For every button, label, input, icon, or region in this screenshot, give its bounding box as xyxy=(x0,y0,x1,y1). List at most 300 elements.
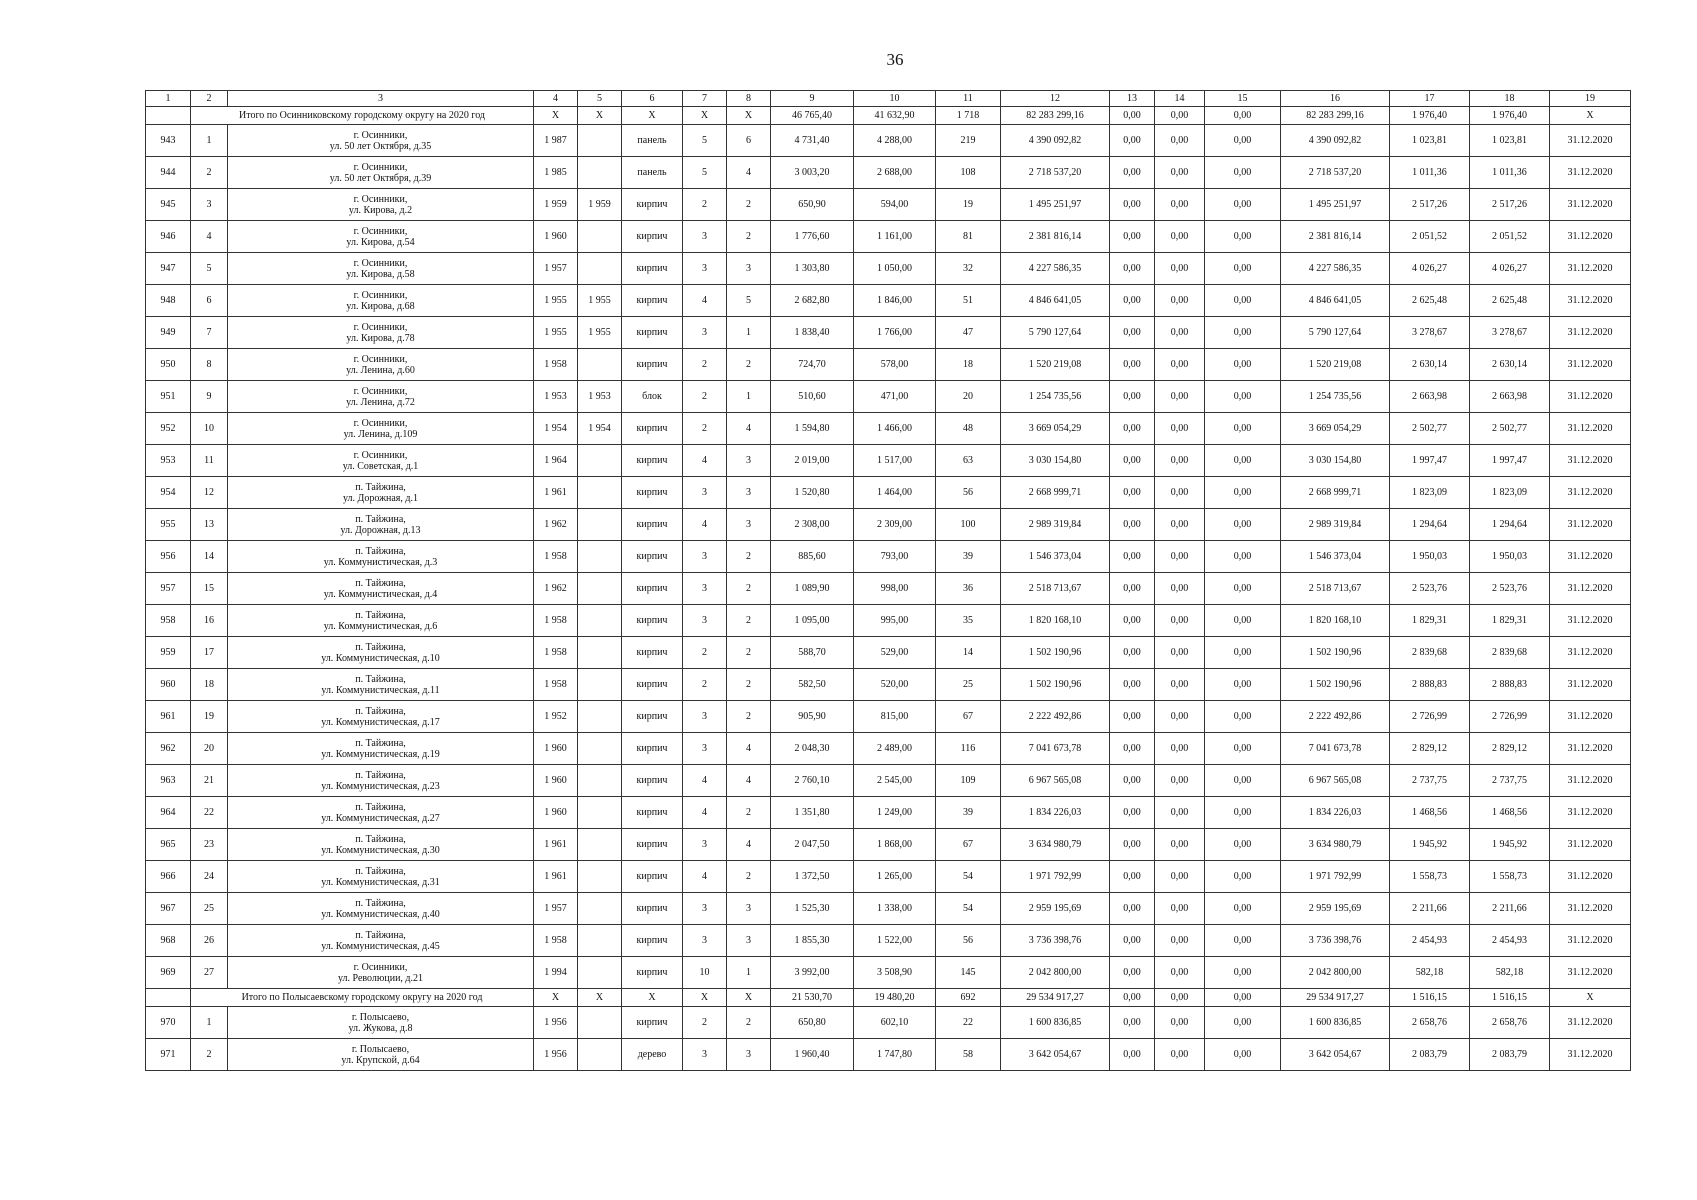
table-cell: 1 957 xyxy=(534,253,578,285)
table-cell xyxy=(578,893,622,925)
table-cell: 2 xyxy=(683,349,727,381)
table-row xyxy=(146,541,1631,573)
table-cell: 3 xyxy=(683,701,727,733)
row-number-cell: 959 xyxy=(146,637,191,669)
table-cell: 7 041 673,78 xyxy=(1001,733,1110,765)
table-cell: 2 489,00 xyxy=(854,733,936,765)
table-cell: 2 829,12 xyxy=(1470,733,1550,765)
table-cell: 1 950,03 xyxy=(1470,541,1550,573)
table-cell: 650,90 xyxy=(771,189,854,221)
table-cell: 0,00 xyxy=(1205,573,1281,605)
table-cell: 1 964 xyxy=(534,445,578,477)
table-cell: 31.12.2020 xyxy=(1550,893,1631,925)
table-cell: 1 950,03 xyxy=(1390,541,1470,573)
table-cell: X xyxy=(622,107,683,125)
table-cell: 998,00 xyxy=(854,573,936,605)
row-index-cell: 2 xyxy=(191,1039,228,1071)
table-cell: 1 976,40 xyxy=(1390,107,1470,125)
row-number-cell: 949 xyxy=(146,317,191,349)
column-number-header: 12 xyxy=(1001,91,1110,107)
table-cell: 82 283 299,16 xyxy=(1001,107,1110,125)
row-index-cell: 19 xyxy=(191,701,228,733)
table-cell: 2 625,48 xyxy=(1470,285,1550,317)
table-cell: кирпич xyxy=(622,349,683,381)
table-cell: 2 959 195,69 xyxy=(1281,893,1390,925)
table-row xyxy=(146,605,1631,637)
table-cell: 1 011,36 xyxy=(1470,157,1550,189)
table-cell: 588,70 xyxy=(771,637,854,669)
address-street: ул. Дорожная, д.13 xyxy=(340,524,421,536)
table-cell: 2 xyxy=(727,221,771,253)
row-index-cell: 20 xyxy=(191,733,228,765)
table-cell: 31.12.2020 xyxy=(1550,253,1631,285)
table-cell: 2 726,99 xyxy=(1470,701,1550,733)
table-cell: 31.12.2020 xyxy=(1550,1007,1631,1039)
address-locality: г. Осинники, xyxy=(353,193,408,205)
table-cell: 31.12.2020 xyxy=(1550,541,1631,573)
table-cell: 2 083,79 xyxy=(1470,1039,1550,1071)
address-locality: г. Осинники, xyxy=(353,257,408,269)
table-cell: 0,00 xyxy=(1205,509,1281,541)
table-cell: 1 994 xyxy=(534,957,578,989)
address-cell xyxy=(228,893,534,925)
address-locality: г. Осинники, xyxy=(353,353,408,365)
address-street: ул. 50 лет Октября, д.35 xyxy=(329,140,432,152)
table-cell: 0,00 xyxy=(1205,477,1281,509)
table-cell: 0,00 xyxy=(1110,1039,1155,1071)
table-cell: 0,00 xyxy=(1110,285,1155,317)
row-index-cell: 16 xyxy=(191,605,228,637)
table-cell: 31.12.2020 xyxy=(1550,733,1631,765)
table-cell: 2 829,12 xyxy=(1390,733,1470,765)
address-street: ул. Коммунистическая, д.19 xyxy=(321,748,440,760)
table-row xyxy=(146,669,1631,701)
table-cell: 1 265,00 xyxy=(854,861,936,893)
table-cell: 2 658,76 xyxy=(1470,1007,1550,1039)
column-number-header: 15 xyxy=(1205,91,1281,107)
table-cell: 31.12.2020 xyxy=(1550,1039,1631,1071)
table-cell: 67 xyxy=(936,829,1001,861)
address-locality: г. Осинники, xyxy=(353,225,408,237)
table-cell: 25 xyxy=(936,669,1001,701)
table-cell: 0,00 xyxy=(1155,317,1205,349)
table-cell: 3 030 154,80 xyxy=(1281,445,1390,477)
address-cell xyxy=(228,349,534,381)
table-cell: 0,00 xyxy=(1110,477,1155,509)
row-number-cell: 957 xyxy=(146,573,191,605)
table-cell: 4 xyxy=(683,765,727,797)
row-number-cell: 946 xyxy=(146,221,191,253)
table-cell: 1 962 xyxy=(534,573,578,605)
table-cell: 1 976,40 xyxy=(1470,107,1550,125)
total-row-number-cell xyxy=(146,107,191,125)
table-cell: 0,00 xyxy=(1110,957,1155,989)
table-cell: 63 xyxy=(936,445,1001,477)
table-cell: 2 211,66 xyxy=(1470,893,1550,925)
table-cell: 0,00 xyxy=(1110,509,1155,541)
table-cell: 0,00 xyxy=(1110,925,1155,957)
table-row xyxy=(146,125,1631,157)
table-cell: 0,00 xyxy=(1110,253,1155,285)
address-street: ул. Кирова, д.54 xyxy=(346,236,415,248)
table-cell: 1 961 xyxy=(534,477,578,509)
table-cell: 1 997,47 xyxy=(1470,445,1550,477)
table-cell: 0,00 xyxy=(1110,989,1155,1007)
address-street: ул. Коммунистическая, д.6 xyxy=(323,620,438,632)
table-cell: 1 xyxy=(727,957,771,989)
table-cell: 2 xyxy=(727,701,771,733)
table-cell: 1 502 190,96 xyxy=(1281,669,1390,701)
table-cell: X xyxy=(683,107,727,125)
table-cell: 1 502 190,96 xyxy=(1281,637,1390,669)
row-index-cell: 1 xyxy=(191,125,228,157)
table-cell: 39 xyxy=(936,541,1001,573)
address-street: ул. Ленина, д.72 xyxy=(346,396,415,408)
table-cell: 2 737,75 xyxy=(1390,765,1470,797)
table-cell: 2 042 800,00 xyxy=(1281,957,1390,989)
table-cell: 1 945,92 xyxy=(1470,829,1550,861)
address-locality: г. Осинники, xyxy=(353,449,408,461)
table-cell: 793,00 xyxy=(854,541,936,573)
address-locality: п. Тайжина, xyxy=(355,513,406,525)
row-number-cell: 943 xyxy=(146,125,191,157)
table-cell: 0,00 xyxy=(1110,413,1155,445)
table-cell: 0,00 xyxy=(1155,189,1205,221)
table-cell: 1 468,56 xyxy=(1390,797,1470,829)
table-cell: 2 454,93 xyxy=(1390,925,1470,957)
table-cell: 0,00 xyxy=(1110,157,1155,189)
address-street: ул. Кирова, д.2 xyxy=(348,204,413,216)
table-cell: 3 xyxy=(683,733,727,765)
table-cell: 3 003,20 xyxy=(771,157,854,189)
table-cell: 2 xyxy=(683,189,727,221)
row-index-cell: 15 xyxy=(191,573,228,605)
table-cell: 2 502,77 xyxy=(1390,413,1470,445)
table-cell xyxy=(578,1007,622,1039)
table-cell: 1 xyxy=(727,381,771,413)
table-cell: X xyxy=(534,989,578,1007)
table-cell: 1 955 xyxy=(534,317,578,349)
table-cell: кирпич xyxy=(622,541,683,573)
table-cell: 1 953 xyxy=(578,381,622,413)
table-cell: 31.12.2020 xyxy=(1550,189,1631,221)
address-cell xyxy=(228,829,534,861)
table-cell: 1 957 xyxy=(534,893,578,925)
table-cell: 1 516,15 xyxy=(1470,989,1550,1007)
table-cell xyxy=(578,349,622,381)
table-cell: 6 xyxy=(727,125,771,157)
total-row xyxy=(146,989,1631,1007)
table-cell: 0,00 xyxy=(1110,573,1155,605)
table-cell: 3 669 054,29 xyxy=(1281,413,1390,445)
table-cell: 2 xyxy=(683,669,727,701)
table-cell: 1 958 xyxy=(534,637,578,669)
table-cell: 0,00 xyxy=(1205,797,1281,829)
table-cell: 2 523,76 xyxy=(1390,573,1470,605)
table-cell: 1 xyxy=(727,317,771,349)
table-cell: 48 xyxy=(936,413,1001,445)
row-number-cell: 958 xyxy=(146,605,191,637)
address-street: ул. Коммунистическая, д.45 xyxy=(321,940,440,952)
table-row xyxy=(146,221,1631,253)
table-cell: X xyxy=(534,107,578,125)
table-cell: 0,00 xyxy=(1205,1007,1281,1039)
row-index-cell: 22 xyxy=(191,797,228,829)
table-cell: 1 468,56 xyxy=(1470,797,1550,829)
row-number-cell: 968 xyxy=(146,925,191,957)
table-cell: 1 546 373,04 xyxy=(1281,541,1390,573)
table-cell: 0,00 xyxy=(1205,957,1281,989)
table-cell: 0,00 xyxy=(1110,1007,1155,1039)
table-cell: 0,00 xyxy=(1110,445,1155,477)
table-cell: 0,00 xyxy=(1205,413,1281,445)
column-number-header: 7 xyxy=(683,91,727,107)
table-cell: 0,00 xyxy=(1205,925,1281,957)
table-row xyxy=(146,701,1631,733)
table-cell: 1 855,30 xyxy=(771,925,854,957)
table-row xyxy=(146,637,1631,669)
table-cell: 1 834 226,03 xyxy=(1001,797,1110,829)
address-street: ул. Коммунистическая, д.30 xyxy=(321,844,440,856)
address-street: ул. Коммунистическая, д.10 xyxy=(321,652,440,664)
row-index-cell: 18 xyxy=(191,669,228,701)
table-cell: 1 954 xyxy=(578,413,622,445)
table-cell: 885,60 xyxy=(771,541,854,573)
table-cell: 2 042 800,00 xyxy=(1001,957,1110,989)
table-cell: 4 288,00 xyxy=(854,125,936,157)
table-cell: 2 663,98 xyxy=(1390,381,1470,413)
total-row-number-cell xyxy=(146,989,191,1007)
table-cell: 0,00 xyxy=(1110,541,1155,573)
address-street: ул. Кирова, д.68 xyxy=(346,300,415,312)
table-cell xyxy=(578,829,622,861)
row-index-cell: 7 xyxy=(191,317,228,349)
address-cell xyxy=(228,221,534,253)
table-cell: 510,60 xyxy=(771,381,854,413)
table-cell: 35 xyxy=(936,605,1001,637)
table-cell: 0,00 xyxy=(1155,221,1205,253)
table-cell: 4 846 641,05 xyxy=(1281,285,1390,317)
address-locality: п. Тайжина, xyxy=(355,545,406,557)
table-cell: 2 309,00 xyxy=(854,509,936,541)
address-street: ул. Коммунистическая, д.3 xyxy=(323,556,438,568)
table-cell: 1 558,73 xyxy=(1390,861,1470,893)
table-cell: 67 xyxy=(936,701,1001,733)
address-cell xyxy=(228,925,534,957)
table-cell: 31.12.2020 xyxy=(1550,765,1631,797)
table-cell: 1 838,40 xyxy=(771,317,854,349)
table-cell: 1 600 836,85 xyxy=(1001,1007,1110,1039)
row-number-cell: 971 xyxy=(146,1039,191,1071)
table-cell: 51 xyxy=(936,285,1001,317)
table-cell: 0,00 xyxy=(1155,861,1205,893)
address-street: ул. Крупской, д.64 xyxy=(341,1054,420,1066)
column-number-header: 1 xyxy=(146,91,191,107)
table-cell: 1 525,30 xyxy=(771,893,854,925)
table-cell: 5 xyxy=(683,157,727,189)
address-street: ул. Революции, д.21 xyxy=(337,972,424,984)
table-cell: 1 961 xyxy=(534,829,578,861)
table-cell: кирпич xyxy=(622,1007,683,1039)
address-locality: г. Полысаево, xyxy=(351,1043,410,1055)
address-cell xyxy=(228,957,534,989)
table-cell: 1 502 190,96 xyxy=(1001,669,1110,701)
table-cell: X xyxy=(1550,107,1631,125)
table-cell xyxy=(578,509,622,541)
table-cell: 2 545,00 xyxy=(854,765,936,797)
table-cell: 2 760,10 xyxy=(771,765,854,797)
column-number-header: 3 xyxy=(228,91,534,107)
table-cell: 2 682,80 xyxy=(771,285,854,317)
address-street: ул. Советская, д.1 xyxy=(342,460,419,472)
table-cell: 1 961 xyxy=(534,861,578,893)
row-number-cell: 954 xyxy=(146,477,191,509)
address-cell xyxy=(228,861,534,893)
table-cell: 4 227 586,35 xyxy=(1281,253,1390,285)
table-cell: 602,10 xyxy=(854,1007,936,1039)
table-cell: 31.12.2020 xyxy=(1550,445,1631,477)
column-number-header: 6 xyxy=(622,91,683,107)
table-cell: кирпич xyxy=(622,413,683,445)
table-cell: 2 xyxy=(727,541,771,573)
table-row xyxy=(146,317,1631,349)
table-cell: кирпич xyxy=(622,189,683,221)
table-cell: 1 960 xyxy=(534,797,578,829)
table-cell: 31.12.2020 xyxy=(1550,797,1631,829)
table-cell: 2 688,00 xyxy=(854,157,936,189)
row-index-cell: 6 xyxy=(191,285,228,317)
table-cell xyxy=(578,669,622,701)
table-cell: 4 xyxy=(727,765,771,797)
table-cell: 0,00 xyxy=(1155,989,1205,1007)
table-cell: 4 227 586,35 xyxy=(1001,253,1110,285)
table-cell: 4 xyxy=(727,413,771,445)
table-cell: X xyxy=(622,989,683,1007)
address-locality: п. Тайжина, xyxy=(355,897,406,909)
table-row xyxy=(146,253,1631,285)
column-number-header: 5 xyxy=(578,91,622,107)
table-cell: 0,00 xyxy=(1155,1039,1205,1071)
table-cell: кирпич xyxy=(622,253,683,285)
table-row xyxy=(146,1039,1631,1071)
table-cell: 1 954 xyxy=(534,413,578,445)
table-cell: 1 958 xyxy=(534,605,578,637)
address-locality: п. Тайжина, xyxy=(355,929,406,941)
table-cell: 54 xyxy=(936,893,1001,925)
address-locality: г. Осинники, xyxy=(353,289,408,301)
table-cell: 0,00 xyxy=(1205,253,1281,285)
address-cell xyxy=(228,317,534,349)
table-cell: 1 997,47 xyxy=(1390,445,1470,477)
table-cell: 2 xyxy=(727,1007,771,1039)
table-cell: кирпич xyxy=(622,669,683,701)
table-cell: панель xyxy=(622,157,683,189)
table-cell: 0,00 xyxy=(1155,157,1205,189)
table-cell: 1 823,09 xyxy=(1390,477,1470,509)
row-number-cell: 953 xyxy=(146,445,191,477)
table-cell: 1 820 168,10 xyxy=(1001,605,1110,637)
address-locality: п. Тайжина, xyxy=(355,481,406,493)
table-cell: 1 955 xyxy=(534,285,578,317)
table-cell: 3 xyxy=(683,317,727,349)
table-cell: 47 xyxy=(936,317,1001,349)
table-cell: 3 634 980,79 xyxy=(1281,829,1390,861)
table-cell: 2 308,00 xyxy=(771,509,854,541)
table-cell: 2 959 195,69 xyxy=(1001,893,1110,925)
column-number-header: 17 xyxy=(1390,91,1470,107)
table-cell: 4 390 092,82 xyxy=(1281,125,1390,157)
address-cell xyxy=(228,637,534,669)
table-cell: 0,00 xyxy=(1110,381,1155,413)
table-cell xyxy=(578,541,622,573)
table-cell: 3 xyxy=(727,1039,771,1071)
table-cell xyxy=(578,957,622,989)
table-cell: 1 294,64 xyxy=(1390,509,1470,541)
table-cell: 2 888,83 xyxy=(1470,669,1550,701)
address-cell xyxy=(228,669,534,701)
address-street: ул. Кирова, д.58 xyxy=(346,268,415,280)
table-cell: 10 xyxy=(683,957,727,989)
row-index-cell: 13 xyxy=(191,509,228,541)
table-cell: 2 xyxy=(727,349,771,381)
table-cell xyxy=(578,1039,622,1071)
table-cell: 0,00 xyxy=(1205,157,1281,189)
table-cell: 1 294,64 xyxy=(1470,509,1550,541)
table-cell: 2 381 816,14 xyxy=(1281,221,1390,253)
table-cell: 1 953 xyxy=(534,381,578,413)
address-locality: г. Полысаево, xyxy=(351,1011,410,1023)
table-cell: 2 xyxy=(683,1007,727,1039)
table-cell: 3 669 054,29 xyxy=(1001,413,1110,445)
table-row xyxy=(146,189,1631,221)
row-number-cell: 944 xyxy=(146,157,191,189)
table-cell: 2 658,76 xyxy=(1390,1007,1470,1039)
row-index-cell: 25 xyxy=(191,893,228,925)
column-number-header: 11 xyxy=(936,91,1001,107)
row-number-cell: 969 xyxy=(146,957,191,989)
table-cell: 1 960 xyxy=(534,733,578,765)
table-cell: 0,00 xyxy=(1205,189,1281,221)
table-cell: кирпич xyxy=(622,701,683,733)
address-locality: г. Осинники, xyxy=(353,161,408,173)
table-cell: 0,00 xyxy=(1155,925,1205,957)
table-cell xyxy=(578,797,622,829)
table-cell: 0,00 xyxy=(1205,445,1281,477)
table-cell: 2 xyxy=(727,797,771,829)
table-cell: 2 xyxy=(727,605,771,637)
table-row xyxy=(146,797,1631,829)
table-cell: 39 xyxy=(936,797,1001,829)
table-cell: 1 960 xyxy=(534,221,578,253)
table-cell: 0,00 xyxy=(1155,285,1205,317)
table-cell: 1 161,00 xyxy=(854,221,936,253)
address-street: ул. Жукова, д.8 xyxy=(348,1022,413,1034)
address-locality: г. Осинники, xyxy=(353,321,408,333)
table-cell: 31.12.2020 xyxy=(1550,477,1631,509)
row-index-cell: 4 xyxy=(191,221,228,253)
table-row xyxy=(146,765,1631,797)
table-cell: 3 634 980,79 xyxy=(1001,829,1110,861)
table-cell: 56 xyxy=(936,477,1001,509)
table-cell: 2 839,68 xyxy=(1470,637,1550,669)
table-cell: 4 xyxy=(683,861,727,893)
table-cell: кирпич xyxy=(622,765,683,797)
table-cell: кирпич xyxy=(622,509,683,541)
address-locality: г. Осинники, xyxy=(353,385,408,397)
table-cell: 1 829,31 xyxy=(1390,605,1470,637)
address-locality: п. Тайжина, xyxy=(355,737,406,749)
table-cell: 31.12.2020 xyxy=(1550,573,1631,605)
